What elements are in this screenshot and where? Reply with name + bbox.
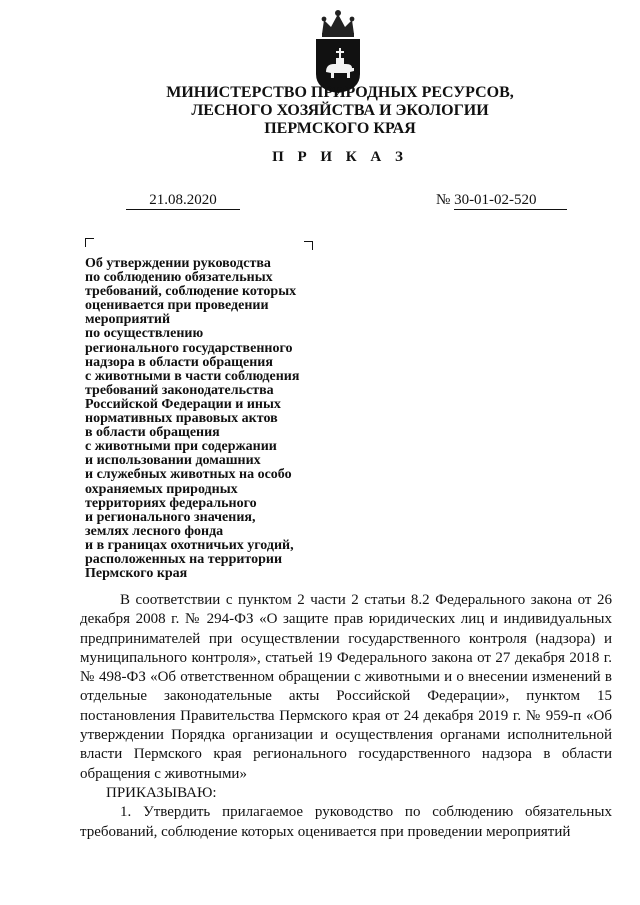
order-title: П Р И К А З	[272, 149, 408, 165]
subject-line: и использовании домашних	[85, 453, 261, 469]
prikazyvayu-heading: ПРИКАЗЫВАЮ:	[106, 784, 217, 801]
order-number	[436, 192, 567, 210]
subject-line: требований, соблюдение которых	[85, 284, 297, 300]
subject-line: регионального государственного	[85, 340, 293, 356]
subject-line: расположенных на территории	[85, 551, 283, 567]
subject-line: в области обращения	[85, 425, 220, 441]
ministry-line: МИНИСТЕРСТВО ПРИРОДНЫХ РЕСУРСОВ,	[166, 84, 514, 101]
perm-krai-coat-of-arms-icon	[312, 8, 364, 94]
subject-corner-left	[85, 238, 94, 247]
subject-line: и служебных животных на особо	[85, 467, 292, 483]
ministry-line: ЛЕСНОГО ХОЗЯЙСТВА И ЭКОЛОГИИ	[191, 102, 489, 119]
subject-line: по соблюдению обязательных	[85, 270, 273, 286]
ministry-line: ПЕРМСКОГО КРАЯ	[264, 120, 416, 137]
subject-corner-right	[304, 241, 313, 250]
subject-line: нормативных правовых актов	[85, 411, 278, 427]
number-value: 30-01-02-520	[454, 192, 567, 210]
subject-line: землях лесного фонда	[85, 523, 224, 539]
subject-line: с животными в части соблюдения	[85, 368, 300, 384]
subject-line: Об утверждении руководства	[85, 256, 271, 271]
order-body	[80, 591, 612, 842]
subject-line: и в границах охотничьих угодий,	[85, 537, 294, 553]
subject-line: надзора в области обращения	[85, 354, 273, 370]
subject-line: оценивается при проведении	[85, 298, 269, 314]
subject-line: территориях федерального	[85, 495, 257, 511]
order-date: 21.08.2020	[126, 192, 240, 210]
order-item-1: 1. Утвердить прилагаемое руководство по соблюдению обязательных требований, соблюдение которых оценивается при проведении мероприятий	[80, 804, 612, 840]
subject-line: и регионального значения,	[85, 509, 256, 525]
number-prefix: №	[436, 192, 451, 208]
preamble-paragraph: В соответствии с пунктом 2 части 2 статьи 8.2 Федерального закона от 26 декабря 2008 г. № 294-ФЗ «О защите прав юридических лиц и индивидуальных предпринимателей при осуществлении государственного контроля (надзора) и муниципального контроля», статьей 19 Федерального закона от 27 декабря 2018 г. № 498-ФЗ «Об ответственном обращении с животными и о внесении изменений в отдельные законодательные акты Российской Федерации», пунктом 15 постановления Правительства Пермского края от 24 декабря 2019 г. № 959-п «Об утверждении Порядка организации и осуществления органами исполнительной власти Пермского края регионального государственного надзора в области обращения с животными»	[80, 592, 612, 782]
ministry-name	[140, 84, 540, 138]
subject-line: с животными при содержании	[85, 439, 277, 455]
subject-line: Пермского края	[85, 566, 188, 582]
order-subject	[85, 257, 335, 581]
subject-line: по осуществлению	[85, 326, 204, 342]
subject-line: охраняемых природных	[85, 481, 238, 497]
subject-line: мероприятий	[85, 312, 171, 328]
subject-line: Российской Федерации и иных	[85, 396, 281, 412]
subject-line: требований законодательства	[85, 382, 274, 398]
